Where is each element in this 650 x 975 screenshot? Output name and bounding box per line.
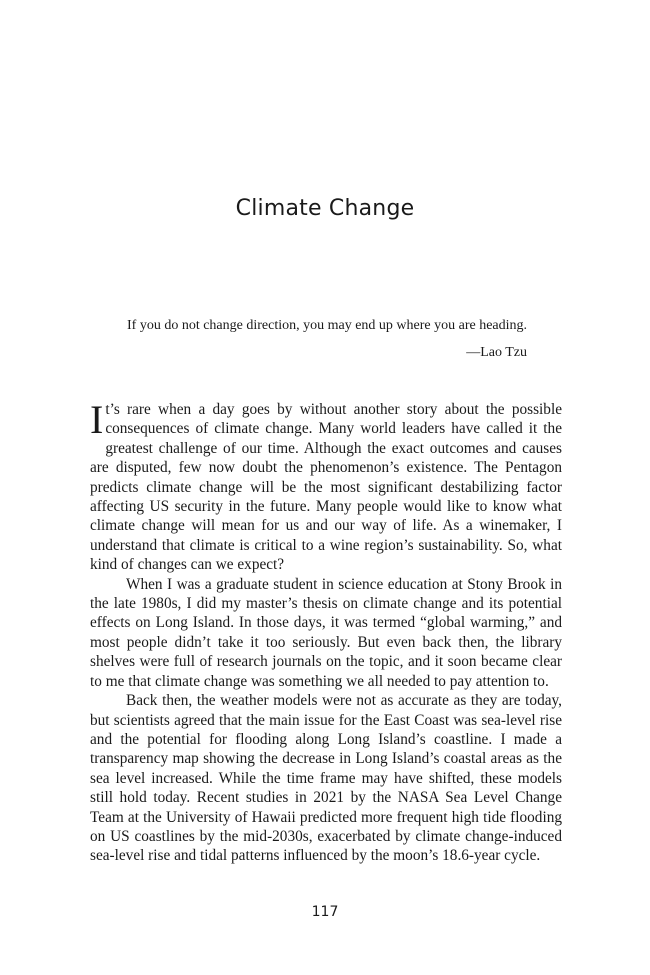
body-text bbox=[90, 397, 562, 866]
epigraph bbox=[127, 318, 527, 361]
epigraph-attribution: —Lao Tzu bbox=[466, 345, 527, 360]
body-paragraph-3: Back then, the weather models were not as accurate as they are today, but scientists agreed that the main issue for the East Coast was sea-level rise and the potential for flooding along Long Island’s coastline. I made a transparency map showing the decrease in Long Island’s coastal areas as the sea level increased. While the time frame may have shifted, these models still hold today. Recent studies in 2021 by the NASA Sea Level Change Team at the University of Hawaii predicted more frequent high tide flooding on US coastlines by the mid-2030s, exacerbated by climate change-induced sea-level rise and tidal patterns influenced by the moon’s 18.6-year cycle. bbox=[90, 692, 562, 865]
drop-cap: I bbox=[90, 397, 104, 442]
chapter-title: Climate Change bbox=[235, 196, 415, 221]
body-paragraph-1-text: t’s rare when a day goes by without another story about the possible consequences of climate change. Many world leaders have called it the greatest challenge of our time. Although the exact outcomes and causes are disputed, few now doubt the phenomenon’s existence. The Pentagon predicts climate change will be the most significant destabilizing factor affecting US security in the future. Many people would like to know what climate change will mean for us and our way of life. As a winemaker, I understand that climate is critical to a wine region’s sustainability. So, what kind of changes can we expect? bbox=[90, 401, 562, 574]
body-paragraph-1 bbox=[90, 397, 562, 575]
page-number: 117 bbox=[311, 904, 339, 920]
epigraph-quote: If you do not change direction, you may end up where you are heading. bbox=[127, 318, 528, 333]
body-paragraph-2: When I was a graduate student in science education at Stony Brook in the late 1980s, I did my master’s thesis on climate change and its potential effects on Long Island. In those days, it was termed “global warming,” and most people didn’t take it too seriously. But even back then, the library shelves were full of research journals on the topic, and it soon became clear to me that climate change was something we all needed to pay attention to. bbox=[90, 575, 562, 690]
